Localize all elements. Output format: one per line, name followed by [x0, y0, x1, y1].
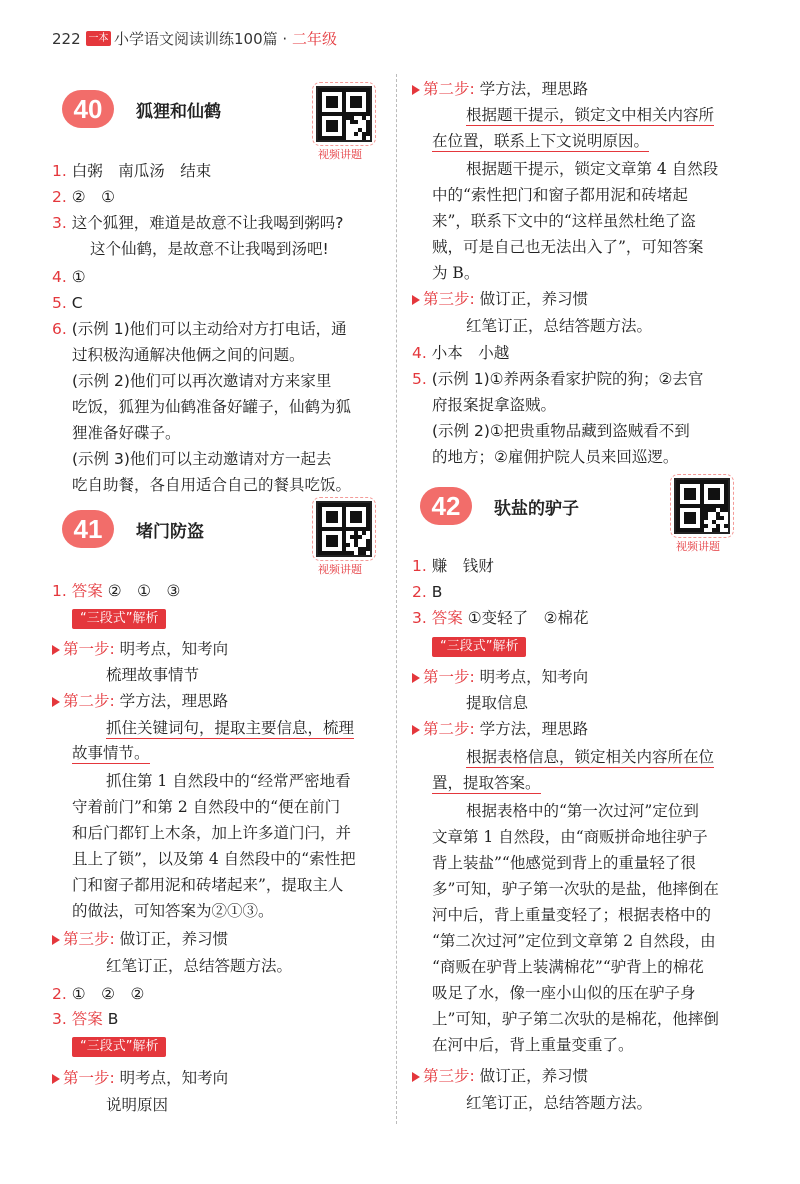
answer-text: 过积极沟通解决他俩之间的问题。 [72, 346, 305, 364]
hint-line [466, 746, 714, 768]
answer-line [412, 368, 703, 390]
q-number: 2. [52, 188, 67, 206]
q-number: 6. [52, 320, 67, 338]
q-number: 1. [412, 557, 427, 575]
qr-module [326, 535, 338, 547]
hint-line [432, 130, 649, 152]
analysis-tag: “三段式”解析 [72, 1037, 166, 1057]
answer-text: 这个狐狸，难道是故意不让我喝到粥吗? [71, 214, 344, 232]
hint-text: 根据表格信息，锁定相关内容所在位 [466, 748, 715, 766]
answer-text: 府报案捉拿盗贼。 [432, 396, 557, 414]
body-line: 和后门都钉上木条，加上许多道门闩，并 [72, 824, 352, 842]
answer-line [52, 318, 347, 340]
analysis-tag: “三段式”解析 [432, 637, 526, 657]
qr-module [716, 528, 720, 532]
step-body: 说明原因 [106, 1096, 169, 1114]
step-label: 第二步: [63, 692, 115, 710]
body-line: 根据题干提示，锁定文章第 4 自然段 [466, 160, 719, 178]
section-badge-41 [62, 510, 204, 548]
body-line: 河中后，背上重量变轻了；根据表格中的 [432, 906, 712, 924]
body-line: 吸足了水，像一座小山似的压在驴子身 [432, 984, 696, 1002]
q-number: 3. [52, 214, 67, 232]
section-title: 驮盐的驴子 [494, 498, 579, 519]
answer-text: (示例 2)①把贵重物品藏到盗贼看不到 [432, 422, 690, 440]
answer-text: B [107, 1010, 119, 1028]
answer-label: 答案 [71, 582, 103, 600]
answer-text: ① [71, 268, 86, 286]
column-divider [396, 74, 397, 1124]
answer-line [72, 344, 305, 366]
step-title: 做订正，养习惯 [479, 1067, 589, 1085]
step-body: 提取信息 [466, 694, 529, 712]
qr-module [684, 512, 696, 524]
answer-line [52, 160, 211, 182]
qr-module [684, 488, 696, 500]
qr-module [704, 524, 708, 528]
answer-label: 答案 [71, 1010, 103, 1028]
triangle-icon [52, 935, 60, 945]
step-label: 第二步: [423, 80, 475, 98]
qr-module [350, 551, 354, 555]
body-line: 多”可知，驴子第一次驮的是盐，他摔倒在 [432, 880, 719, 898]
hint-line [72, 742, 150, 764]
answer-line [90, 238, 329, 260]
body-line: 中的“索性把门和窗子都用泥和砖堵起 [432, 186, 688, 204]
qr-module [366, 547, 370, 551]
answer-line [52, 212, 343, 234]
step-body: 红笔订正，总结答题方法。 [466, 1094, 653, 1112]
body-line: 根据表格中的“第一次过河”定位到 [466, 802, 699, 820]
answer-text: 白粥 南瓜汤 结束 [71, 162, 212, 180]
qr-module [326, 511, 338, 523]
q-number: 3. [412, 609, 427, 627]
body-line: 在河中后，背上重量变重了。 [432, 1036, 634, 1054]
step-title: 学方法，理思路 [479, 720, 589, 738]
answer-text: 的地方；②雇佣护院人员来回巡逻。 [432, 448, 679, 466]
body-line: “第二次过河”定位到文章第 2 自然段，由 [432, 932, 716, 950]
answer-line [432, 394, 556, 416]
step-label: 第一步: [423, 668, 475, 686]
badge-number: 42 [420, 487, 472, 525]
body-line: 门和窗子都用泥和砖堵起来”，提取主人 [72, 876, 344, 894]
body-line: 背上装盐”“他感觉到背上的重量轻了很 [432, 854, 696, 872]
body-line: “商贩在驴背上装满棉花”“驴背上的棉花 [432, 958, 704, 976]
triangle-icon [52, 697, 60, 707]
triangle-icon [52, 645, 60, 655]
q-number: 2. [52, 985, 67, 1003]
qr-label: 视频讲题 [318, 148, 362, 161]
book-title-text: 小学语文阅读训练100篇 [114, 30, 278, 48]
qr-module [362, 531, 366, 535]
qr-module [704, 516, 708, 520]
hint-line [432, 772, 541, 794]
body-line: 文章第 1 自然段，由“商贩拼命地往驴子 [432, 828, 708, 846]
answer-line [52, 580, 180, 602]
triangle-icon [52, 1074, 60, 1084]
section-badge-42 [420, 487, 579, 525]
step-heading [52, 638, 228, 660]
body-line: 为 B。 [432, 264, 480, 282]
answer-line [412, 607, 588, 629]
qr-code-icon[interactable] [316, 501, 372, 557]
step-label: 第一步: [63, 1069, 115, 1087]
answer-line [52, 292, 83, 314]
book-title: 小学语文阅读训练100篇 · 二年级 [114, 30, 337, 48]
qr-label: 视频讲题 [318, 563, 362, 576]
answer-text: 这个仙鹤，是故意不让我喝到汤吧! [90, 240, 329, 258]
qr-module [354, 132, 358, 136]
step-heading [52, 928, 228, 950]
qr-module [724, 524, 728, 528]
badge-number: 41 [62, 510, 114, 548]
answer-line [72, 448, 331, 470]
qr-module [326, 96, 338, 108]
q-number: 5. [412, 370, 427, 388]
qr-module [350, 511, 362, 523]
step-heading [412, 288, 588, 310]
hint-line [106, 717, 354, 739]
hint-text: 抓住关键词句，提取主要信息，梳理 [106, 719, 355, 737]
step-heading [412, 666, 588, 688]
hint-text: 根据题干提示，锁定文中相关内容所 [466, 106, 715, 124]
answer-line [72, 422, 181, 444]
answer-line [72, 396, 351, 418]
answer-line [72, 474, 351, 496]
qr-module [346, 543, 350, 547]
q-number: 5. [52, 294, 67, 312]
answer-text: ① ② ② [71, 985, 145, 1003]
answer-line [52, 266, 86, 288]
step-label: 第三步: [63, 930, 115, 948]
body-line: 抓住第 1 自然段中的“经常严密地看 [106, 772, 351, 790]
page-number: 222 [52, 30, 81, 48]
step-heading [412, 718, 588, 740]
body-line: 的做法，可知答案为②①③。 [72, 902, 274, 920]
answer-text: (示例 1)①养两条看家护院的狗；②去官 [431, 370, 704, 388]
hint-text: 故事情节。 [72, 744, 150, 762]
answer-text: (示例 1)他们可以主动给对方打电话，通 [71, 320, 347, 338]
step-body: 梳理故事情节 [106, 666, 200, 684]
triangle-icon [412, 295, 420, 305]
qr-module [362, 136, 366, 140]
step-title: 明考点，知考向 [479, 668, 589, 686]
answer-text: 赚 钱财 [431, 557, 494, 575]
qr-module [354, 120, 358, 124]
answer-line [52, 1008, 118, 1030]
analysis-tag: “三段式”解析 [72, 609, 166, 629]
qr-code-icon[interactable] [316, 86, 372, 142]
answer-text: 吃自助餐，各自用适合自己的餐具吃饭。 [72, 476, 352, 494]
qr-module [350, 96, 362, 108]
section-badge-40 [62, 90, 221, 128]
badge-number: 40 [62, 90, 114, 128]
q-number: 3. [52, 1010, 67, 1028]
step-title: 做订正，养习惯 [119, 930, 229, 948]
answer-line [432, 420, 690, 442]
body-line: 上”可知，驴子第二次驮的是棉花，他摔倒 [432, 1010, 719, 1028]
answer-line [412, 581, 442, 603]
step-body: 红笔订正，总结答题方法。 [466, 317, 653, 335]
section-title: 堵门防盗 [136, 521, 204, 542]
answer-line [52, 186, 115, 208]
qr-code-icon[interactable] [674, 478, 730, 534]
step-title: 学方法，理思路 [479, 80, 589, 98]
step-label: 第二步: [423, 720, 475, 738]
qr-module [708, 488, 720, 500]
qr-module [720, 516, 724, 520]
answer-line [412, 555, 494, 577]
answer-line [72, 370, 331, 392]
grade-label: 二年级 [291, 30, 337, 48]
body-line: 且上了锁”，以及第 4 自然段中的“索性把 [72, 850, 356, 868]
hint-line [466, 104, 714, 126]
answer-text: ② ① [71, 188, 116, 206]
step-heading [52, 1067, 228, 1089]
step-title: 明考点，知考向 [119, 640, 229, 658]
step-label: 第一步: [63, 640, 115, 658]
q-number: 1. [52, 582, 67, 600]
triangle-icon [412, 673, 420, 683]
answer-text: 小本 小越 [431, 344, 510, 362]
answer-text: ①变轻了 ②棉花 [467, 609, 589, 627]
q-number: 4. [52, 268, 67, 286]
qr-module [366, 132, 370, 136]
qr-module [326, 120, 338, 132]
step-title: 做订正，养习惯 [479, 290, 589, 308]
triangle-icon [412, 725, 420, 735]
hint-text: 置，提取答案。 [432, 774, 541, 792]
qr-module [724, 508, 728, 512]
answer-line [432, 446, 678, 468]
step-heading [52, 690, 228, 712]
page-header [0, 0, 800, 70]
answer-line [52, 983, 144, 1005]
answer-text: (示例 2)他们可以再次邀请对方来家里 [72, 372, 332, 390]
step-label: 第三步: [423, 1067, 475, 1085]
step-title: 明考点，知考向 [119, 1069, 229, 1087]
qr-label: 视频讲题 [676, 540, 720, 553]
triangle-icon [412, 85, 420, 95]
body-line: 贼，可是自己也无法出入了”，可知答案 [432, 238, 704, 256]
step-label: 第三步: [423, 290, 475, 308]
triangle-icon [412, 1072, 420, 1082]
section-title: 狐狸和仙鹤 [136, 101, 221, 122]
q-number: 2. [412, 583, 427, 601]
answer-text: (示例 3)他们可以主动邀请对方一起去 [72, 450, 332, 468]
step-body: 红笔订正，总结答题方法。 [106, 957, 293, 975]
answer-label: 答案 [431, 609, 463, 627]
q-number: 1. [52, 162, 67, 180]
answer-text: B [431, 583, 443, 601]
qr-module [358, 535, 362, 539]
hint-text: 在位置，联系上下文说明原因。 [432, 132, 650, 150]
step-heading [412, 1065, 588, 1087]
answer-text: C [71, 294, 83, 312]
answer-text: 狸准备好碟子。 [72, 424, 181, 442]
body-line: 守着前门”和第 2 自然段中的“便在前门 [72, 798, 341, 816]
brand-logo: 一本 [86, 31, 111, 46]
qr-module [362, 551, 366, 555]
step-title: 学方法，理思路 [119, 692, 229, 710]
answer-text: 吃饭，狐狸为仙鹤准备好罐子，仙鹤为狐 [72, 398, 352, 416]
body-line: 来”，联系下文中的“这样虽然杜绝了盗 [432, 212, 696, 230]
answer-text: ② ① ③ [107, 582, 181, 600]
step-heading [412, 78, 588, 100]
answer-line [412, 342, 509, 364]
q-number: 4. [412, 344, 427, 362]
